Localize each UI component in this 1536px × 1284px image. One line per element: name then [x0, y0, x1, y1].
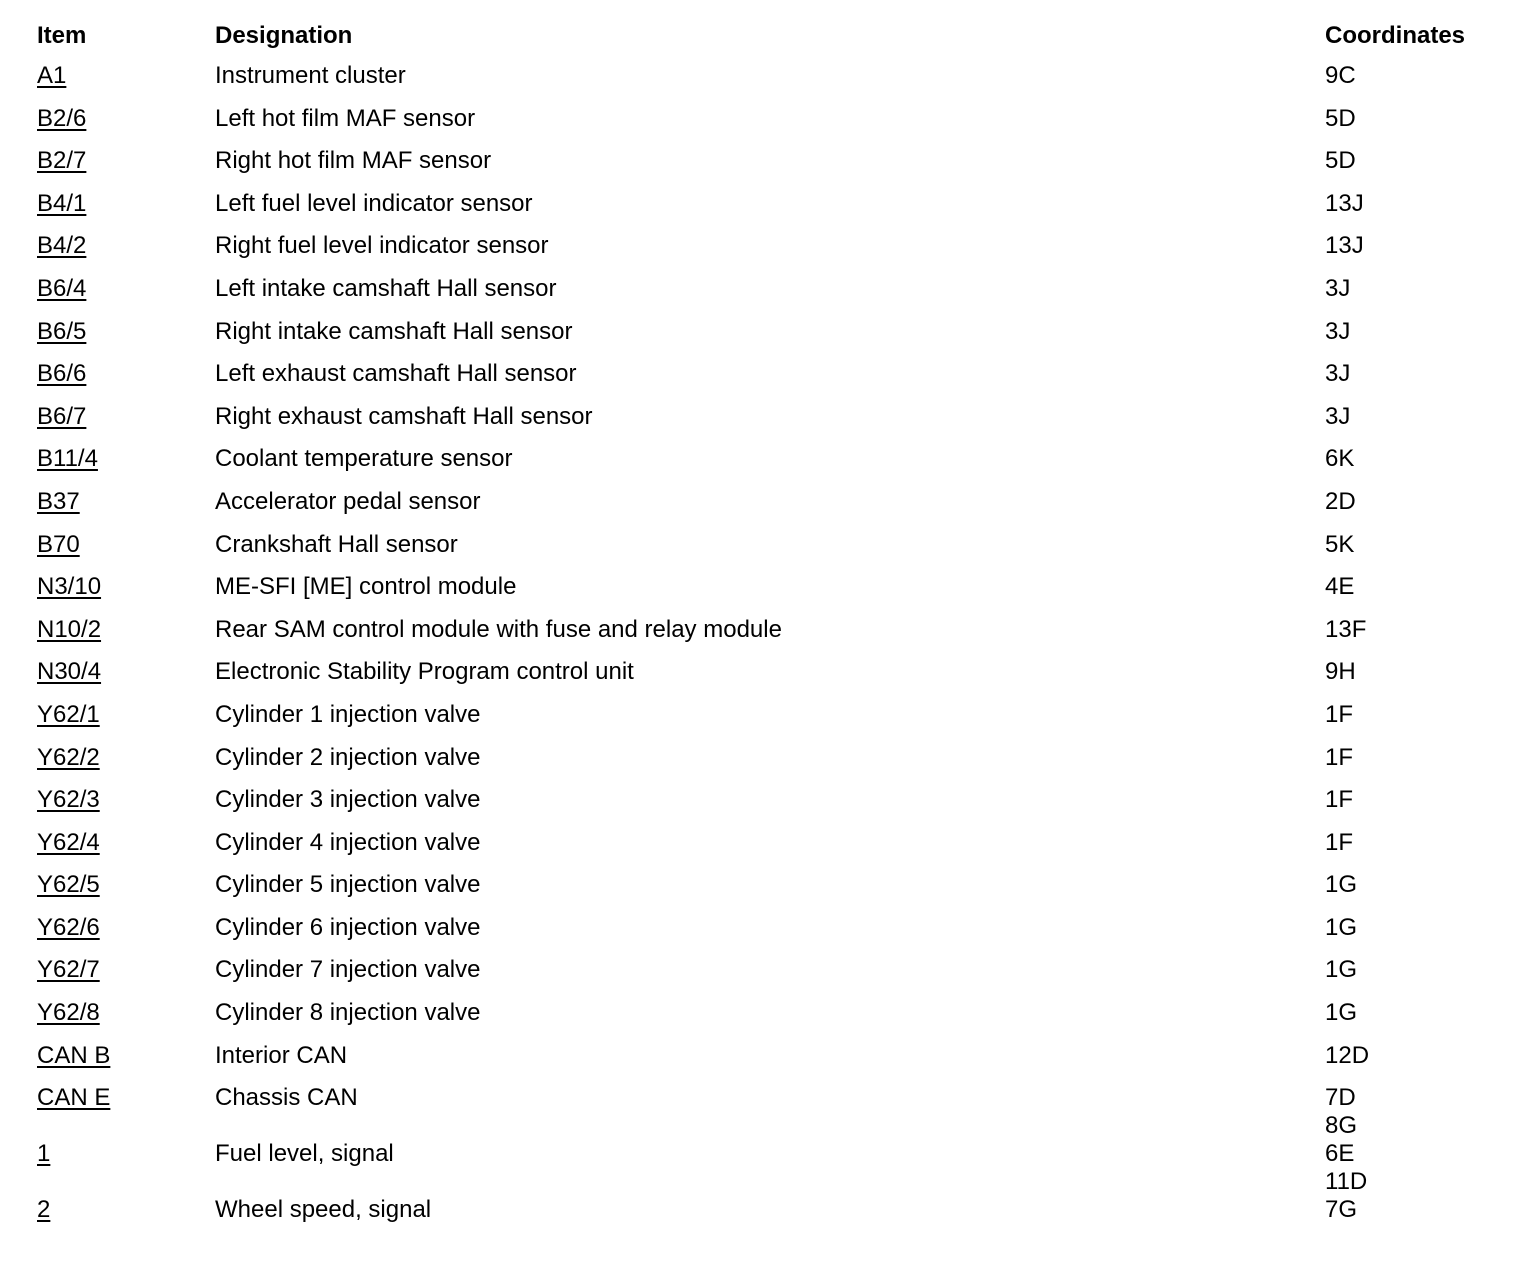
- item-cell: [37, 616, 215, 644]
- table-row: [37, 232, 1507, 275]
- table-row: [37, 914, 1507, 957]
- coordinate-value: 13J: [1325, 189, 1364, 217]
- table-row: [37, 62, 1507, 105]
- header-designation: Designation: [215, 22, 353, 49]
- item-cell: [37, 275, 215, 303]
- coordinate-value: 1G: [1325, 956, 1358, 984]
- item-cell: [37, 744, 215, 772]
- item-link[interactable]: B6/5: [37, 317, 87, 345]
- table-row: [37, 360, 1507, 403]
- coordinate-value: 1G: [1325, 913, 1358, 941]
- item-cell: [37, 956, 215, 984]
- item-cell: [37, 62, 215, 90]
- coordinates-cell: [1325, 658, 1507, 686]
- table-row: [37, 403, 1507, 446]
- designation-cell: Cylinder 8 injection valve: [215, 999, 481, 1027]
- item-cell: [37, 403, 215, 431]
- item-link[interactable]: B2/7: [37, 147, 87, 175]
- designation-cell: Accelerator pedal sensor: [215, 487, 481, 515]
- coordinates-cell: [1325, 1084, 1507, 1140]
- table-row: [37, 701, 1507, 744]
- coordinates-cell: [1325, 275, 1507, 303]
- table-row: [37, 999, 1507, 1042]
- component-legend-table: [37, 22, 1507, 1239]
- item-link[interactable]: B37: [37, 487, 80, 515]
- designation-cell: Cylinder 7 injection valve: [215, 956, 481, 984]
- coordinates-cell: [1325, 531, 1507, 559]
- item-cell: [37, 1140, 215, 1168]
- coordinate-value: 5D: [1325, 147, 1356, 175]
- coordinates-cell: [1325, 786, 1507, 814]
- table-body: [37, 62, 1507, 1239]
- coordinates-cell: [1325, 488, 1507, 516]
- item-link[interactable]: B11/4: [37, 445, 98, 473]
- item-link[interactable]: 2: [37, 1196, 51, 1224]
- table-row: [37, 744, 1507, 787]
- table-row: [37, 616, 1507, 659]
- designation-cell: Interior CAN: [215, 1041, 348, 1069]
- designation-cell: Cylinder 3 injection valve: [215, 786, 481, 814]
- table-row: [37, 1084, 1507, 1140]
- coordinate-value: 9C: [1325, 62, 1356, 89]
- coordinates-cell: [1325, 62, 1507, 90]
- coordinate-value: 9H: [1325, 658, 1356, 686]
- item-link[interactable]: N10/2: [37, 615, 102, 643]
- coordinate-value: 4E: [1325, 573, 1355, 601]
- table-row: [37, 445, 1507, 488]
- designation-cell: Cylinder 5 injection valve: [215, 871, 481, 899]
- item-cell: [37, 360, 215, 388]
- coordinate-value: 13J: [1325, 232, 1364, 260]
- item-link[interactable]: Y62/7: [37, 956, 100, 984]
- designation-cell: Right fuel level indicator sensor: [215, 232, 549, 260]
- coordinate-value: 8G: [1325, 1112, 1358, 1140]
- item-link[interactable]: N3/10: [37, 573, 102, 601]
- coordinate-value: 13F: [1325, 615, 1367, 643]
- coordinates-cell: [1325, 573, 1507, 601]
- item-link[interactable]: Y62/1: [37, 700, 100, 728]
- coordinate-value: 6K: [1325, 445, 1355, 473]
- item-link[interactable]: B4/1: [37, 189, 87, 217]
- designation-cell: ME-SFI [ME] control module: [215, 573, 517, 601]
- item-cell: [37, 786, 215, 814]
- table-row: [37, 658, 1507, 701]
- designation-cell: Crankshaft Hall sensor: [215, 530, 458, 558]
- table-row: [37, 573, 1507, 616]
- coordinate-value: 7G: [1325, 1196, 1358, 1224]
- table-row: [37, 1196, 1507, 1239]
- item-link[interactable]: B6/4: [37, 274, 87, 302]
- coordinate-value: 11D: [1325, 1168, 1368, 1196]
- item-cell: [37, 531, 215, 559]
- coordinate-value: 1F: [1325, 786, 1354, 814]
- item-cell: [37, 232, 215, 260]
- table-row: [37, 105, 1507, 148]
- item-link[interactable]: A1: [37, 62, 67, 89]
- item-link[interactable]: B6/6: [37, 360, 87, 388]
- item-cell: [37, 105, 215, 133]
- designation-cell: Rear SAM control module with fuse and relay module: [215, 615, 782, 643]
- item-link[interactable]: B6/7: [37, 402, 87, 430]
- item-cell: [37, 1084, 215, 1112]
- designation-cell: Electronic Stability Program control unit: [215, 658, 634, 686]
- item-link[interactable]: Y62/2: [37, 743, 100, 771]
- item-link[interactable]: CAN B: [37, 1041, 111, 1069]
- coordinate-value: 2D: [1325, 487, 1356, 515]
- item-cell: [37, 488, 215, 516]
- item-cell: [37, 999, 215, 1027]
- item-link[interactable]: 1: [37, 1140, 51, 1168]
- designation-cell: Right hot film MAF sensor: [215, 147, 492, 175]
- table-row: [37, 190, 1507, 233]
- item-cell: [37, 147, 215, 175]
- item-link[interactable]: Y62/6: [37, 913, 100, 941]
- table-row: [37, 956, 1507, 999]
- item-cell: [37, 445, 215, 473]
- designation-cell: Right intake camshaft Hall sensor: [215, 317, 573, 345]
- coordinates-cell: [1325, 1042, 1507, 1070]
- coordinates-cell: [1325, 147, 1507, 175]
- designation-cell: Instrument cluster: [215, 62, 406, 89]
- coordinate-value: 12D: [1325, 1041, 1370, 1069]
- item-cell: [37, 573, 215, 601]
- designation-cell: Right exhaust camshaft Hall sensor: [215, 402, 593, 430]
- table-row: [37, 1140, 1507, 1196]
- coordinates-cell: [1325, 403, 1507, 431]
- item-link[interactable]: Y62/8: [37, 999, 100, 1027]
- table-row: [37, 318, 1507, 361]
- coordinate-value: 1G: [1325, 999, 1358, 1027]
- table-header: [37, 22, 1507, 62]
- item-cell: [37, 829, 215, 857]
- item-cell: [37, 1196, 215, 1224]
- coordinate-value: 5K: [1325, 530, 1355, 558]
- item-cell: [37, 318, 215, 346]
- coordinates-cell: [1325, 1196, 1507, 1224]
- coordinates-cell: [1325, 190, 1507, 218]
- coordinate-value: 1F: [1325, 743, 1354, 771]
- designation-cell: Left exhaust camshaft Hall sensor: [215, 360, 577, 388]
- coordinates-cell: [1325, 999, 1507, 1027]
- header-item: Item: [37, 22, 87, 49]
- item-cell: [37, 190, 215, 218]
- item-cell: [37, 658, 215, 686]
- coordinates-cell: [1325, 956, 1507, 984]
- table-row: [37, 488, 1507, 531]
- designation-cell: Coolant temperature sensor: [215, 445, 513, 473]
- designation-cell: Left fuel level indicator sensor: [215, 189, 533, 217]
- coordinate-value: 1F: [1325, 700, 1354, 728]
- table-row: [37, 829, 1507, 872]
- coordinates-cell: [1325, 105, 1507, 133]
- table-row: [37, 786, 1507, 829]
- item-link[interactable]: CAN E: [37, 1084, 111, 1112]
- item-cell: [37, 701, 215, 729]
- coordinates-cell: [1325, 914, 1507, 942]
- coordinates-cell: [1325, 445, 1507, 473]
- item-link[interactable]: Y62/5: [37, 871, 100, 899]
- coordinate-value: 5D: [1325, 104, 1356, 132]
- designation-cell: Chassis CAN: [215, 1084, 358, 1112]
- coordinate-value: 6E: [1325, 1140, 1355, 1168]
- designation-cell: Cylinder 6 injection valve: [215, 913, 481, 941]
- coordinate-value: 3J: [1325, 360, 1351, 388]
- table-row: [37, 147, 1507, 190]
- coordinates-cell: [1325, 318, 1507, 346]
- coordinates-cell: [1325, 829, 1507, 857]
- item-link[interactable]: N30/4: [37, 658, 102, 686]
- coordinates-cell: [1325, 871, 1507, 899]
- table-row: [37, 531, 1507, 574]
- designation-cell: Wheel speed, signal: [215, 1196, 432, 1224]
- coordinates-cell: [1325, 701, 1507, 729]
- coordinate-value: 1F: [1325, 828, 1354, 856]
- coordinate-value: 3J: [1325, 274, 1351, 302]
- item-cell: [37, 871, 215, 899]
- item-link[interactable]: Y62/3: [37, 786, 100, 814]
- designation-cell: Left intake camshaft Hall sensor: [215, 274, 557, 302]
- table-row: [37, 871, 1507, 914]
- header-coordinates: Coordinates: [1325, 22, 1466, 49]
- designation-cell: Left hot film MAF sensor: [215, 104, 476, 132]
- table-row: [37, 275, 1507, 318]
- coordinate-value: 3J: [1325, 402, 1351, 430]
- coordinate-value: 3J: [1325, 317, 1351, 345]
- item-link[interactable]: Y62/4: [37, 828, 100, 856]
- coordinate-value: 7D: [1325, 1084, 1356, 1112]
- table-row: [37, 1042, 1507, 1085]
- item-link[interactable]: B70: [37, 530, 80, 558]
- designation-cell: Cylinder 4 injection valve: [215, 828, 481, 856]
- item-link[interactable]: B4/2: [37, 232, 87, 260]
- item-cell: [37, 1042, 215, 1070]
- item-link[interactable]: B2/6: [37, 104, 87, 132]
- coordinates-cell: [1325, 616, 1507, 644]
- designation-cell: Cylinder 2 injection valve: [215, 743, 481, 771]
- coordinates-cell: [1325, 360, 1507, 388]
- designation-cell: Fuel level, signal: [215, 1140, 394, 1168]
- item-cell: [37, 914, 215, 942]
- coordinates-cell: [1325, 232, 1507, 260]
- coordinates-cell: [1325, 1140, 1507, 1196]
- coordinate-value: 1G: [1325, 871, 1358, 899]
- coordinates-cell: [1325, 744, 1507, 772]
- designation-cell: Cylinder 1 injection valve: [215, 700, 481, 728]
